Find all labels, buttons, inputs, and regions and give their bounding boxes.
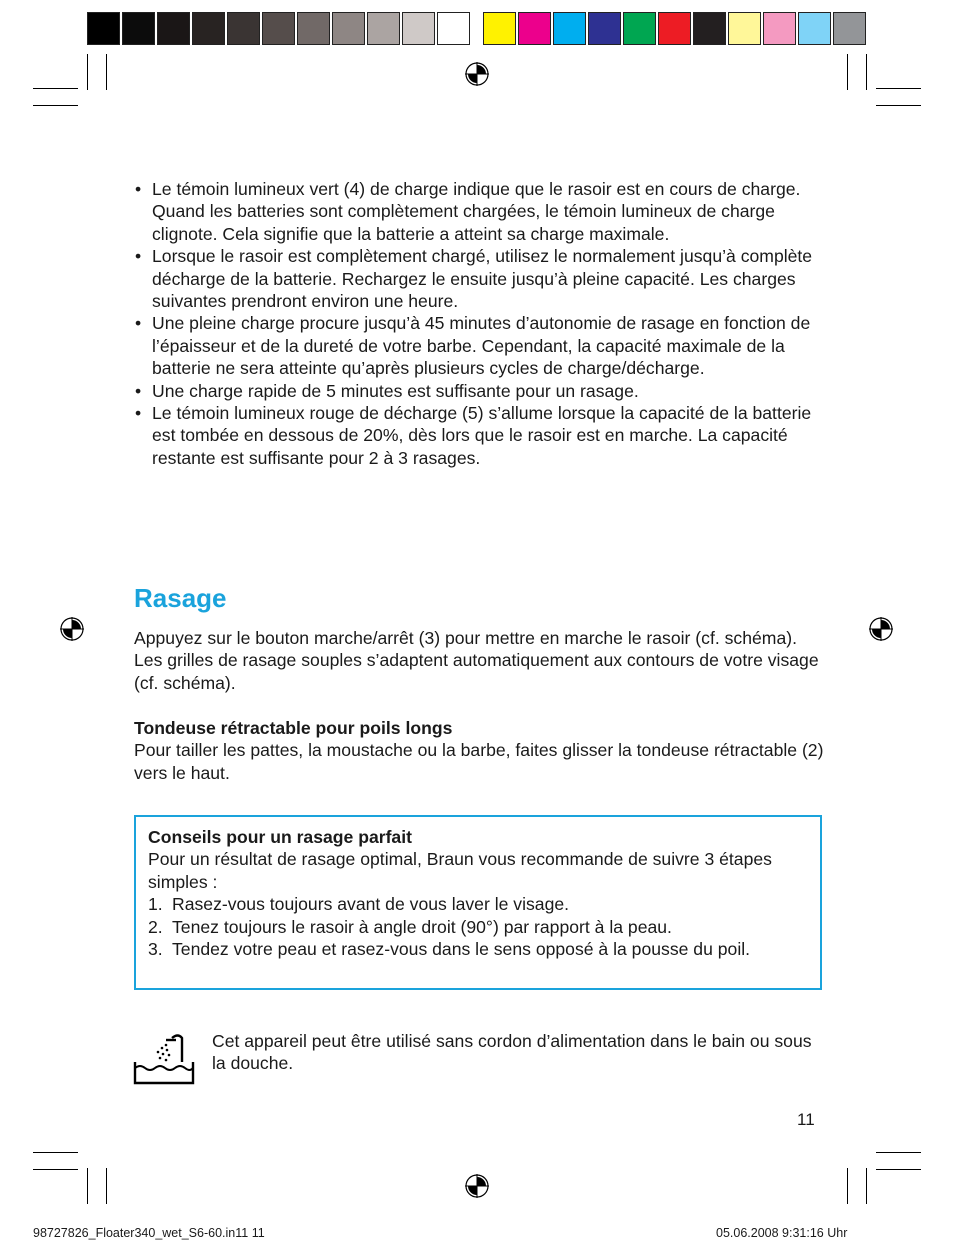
tips-steps (148, 893, 808, 960)
list-item (148, 916, 808, 938)
crop-mark (847, 1168, 848, 1204)
color-swatch (728, 12, 761, 45)
intro-paragraph: Appuyez sur le bouton marche/arrêt (3) pour mettre en marche le rasoir (cf. schéma). Les grilles de rasage souples s’adaptent automatiquement aux contours de votre visage (cf. schéma). (134, 628, 819, 693)
crop-mark (876, 105, 921, 106)
shower-bath-icon (132, 1032, 196, 1086)
color-swatch (518, 12, 551, 45)
print-slug-file: 98727826_Floater340_wet_S6-60.in11 11 (33, 1226, 265, 1240)
color-swatch (483, 12, 516, 45)
color-swatch (658, 12, 691, 45)
color-swatch (833, 12, 866, 45)
registration-mark-icon (464, 1173, 490, 1199)
crop-mark (876, 1152, 921, 1153)
list-item (148, 938, 808, 960)
color-swatch (297, 12, 330, 45)
color-swatch (437, 12, 470, 45)
color-swatch (402, 12, 435, 45)
color-calibration-bar (483, 12, 868, 46)
trimmer-text: Pour tailler les pattes, la moustache ou la barbe, faites glisser la tondeuse rétractable (2) vers le haut. (134, 740, 824, 783)
color-swatch (262, 12, 295, 45)
registration-mark-icon (868, 616, 894, 642)
tips-title: Conseils pour un rasage parfait (148, 827, 412, 847)
color-swatch (763, 12, 796, 45)
crop-mark (33, 1152, 78, 1153)
crop-mark (876, 1169, 921, 1170)
crop-mark (87, 1168, 88, 1204)
step-number: 2. (148, 916, 163, 937)
section-title: Rasage (134, 583, 227, 613)
print-slug-date: 05.06.2008 9:31:16 Uhr (716, 1226, 848, 1240)
color-swatch (588, 12, 621, 45)
bath-note: Cet appareil peut être utilisé sans cordon d’alimentation dans le bain ou sous la douche. (212, 1031, 812, 1074)
crop-mark (866, 54, 867, 90)
list-item: • Lorsque le rasoir est complètement chargé, utilisez le normalement jusqu’à complète décharge de la batterie. Rechargez le ensuite jusqu’à pleine capacité. Les charges suivantes prendront environ une heure. (134, 245, 824, 312)
list-item (148, 893, 808, 915)
crop-mark (106, 54, 107, 90)
color-swatch (798, 12, 831, 45)
crop-mark (33, 1169, 78, 1170)
color-swatch (192, 12, 225, 45)
tips-intro: Pour un résultat de rasage optimal, Braun vous recommande de suivre 3 étapes simples : (148, 849, 772, 892)
step-number: 1. (148, 894, 163, 915)
list-item: • Une pleine charge procure jusqu’à 45 minutes d’autonomie de rasage en fonction de l’épaisseur et de la dureté de votre barbe. Cependant, la capacité maximale de la batterie ne sera atteinte qu’après plusieurs cycles de charge/décharge. (134, 312, 824, 379)
trimmer-section (134, 717, 824, 784)
step-text: Tendez votre peau et rasez-vous dans le sens opposé à la pousse du poil. (172, 939, 751, 960)
gray-calibration-bar (87, 12, 472, 46)
crop-mark (866, 1168, 867, 1204)
trimmer-heading: Tondeuse rétractable pour poils longs (134, 718, 453, 738)
crop-mark (847, 54, 848, 90)
crop-mark (106, 1168, 107, 1204)
color-swatch (367, 12, 400, 45)
tips-box (134, 815, 822, 990)
crop-mark (876, 88, 921, 89)
color-swatch (332, 12, 365, 45)
color-swatch (693, 12, 726, 45)
list-item: • Le témoin lumineux vert (4) de charge indique que le rasoir est en cours de charge. Quand les batteries sont complètement chargées, le témoin lumineux de charge clignote. Cela signifie que la batterie a atteint sa charge maximale. (134, 178, 824, 245)
step-text: Rasez-vous toujours avant de vous laver le visage. (172, 894, 570, 915)
color-swatch (227, 12, 260, 45)
color-swatch (157, 12, 190, 45)
list-item: • Le témoin lumineux rouge de décharge (5) s’allume lorsque la capacité de la batterie est tombée en dessous de 20%, dès lors que le rasoir est en marche. La capacité restante est suffisante pour 2 à 3 rasages. (134, 402, 824, 469)
step-text: Tenez toujours le rasoir à angle droit (90°) par rapport à la peau. (172, 916, 672, 937)
registration-mark-icon (464, 61, 490, 87)
color-swatch (623, 12, 656, 45)
color-swatch (553, 12, 586, 45)
color-swatch (122, 12, 155, 45)
list-item: • Une charge rapide de 5 minutes est suffisante pour un rasage. (134, 380, 824, 402)
page-number: 11 (797, 1110, 815, 1129)
step-number: 3. (148, 939, 163, 960)
color-swatch (87, 12, 120, 45)
crop-mark (87, 54, 88, 90)
crop-mark (33, 105, 78, 106)
registration-mark-icon (59, 616, 85, 642)
charging-info-list (134, 178, 824, 469)
crop-mark (33, 88, 78, 89)
